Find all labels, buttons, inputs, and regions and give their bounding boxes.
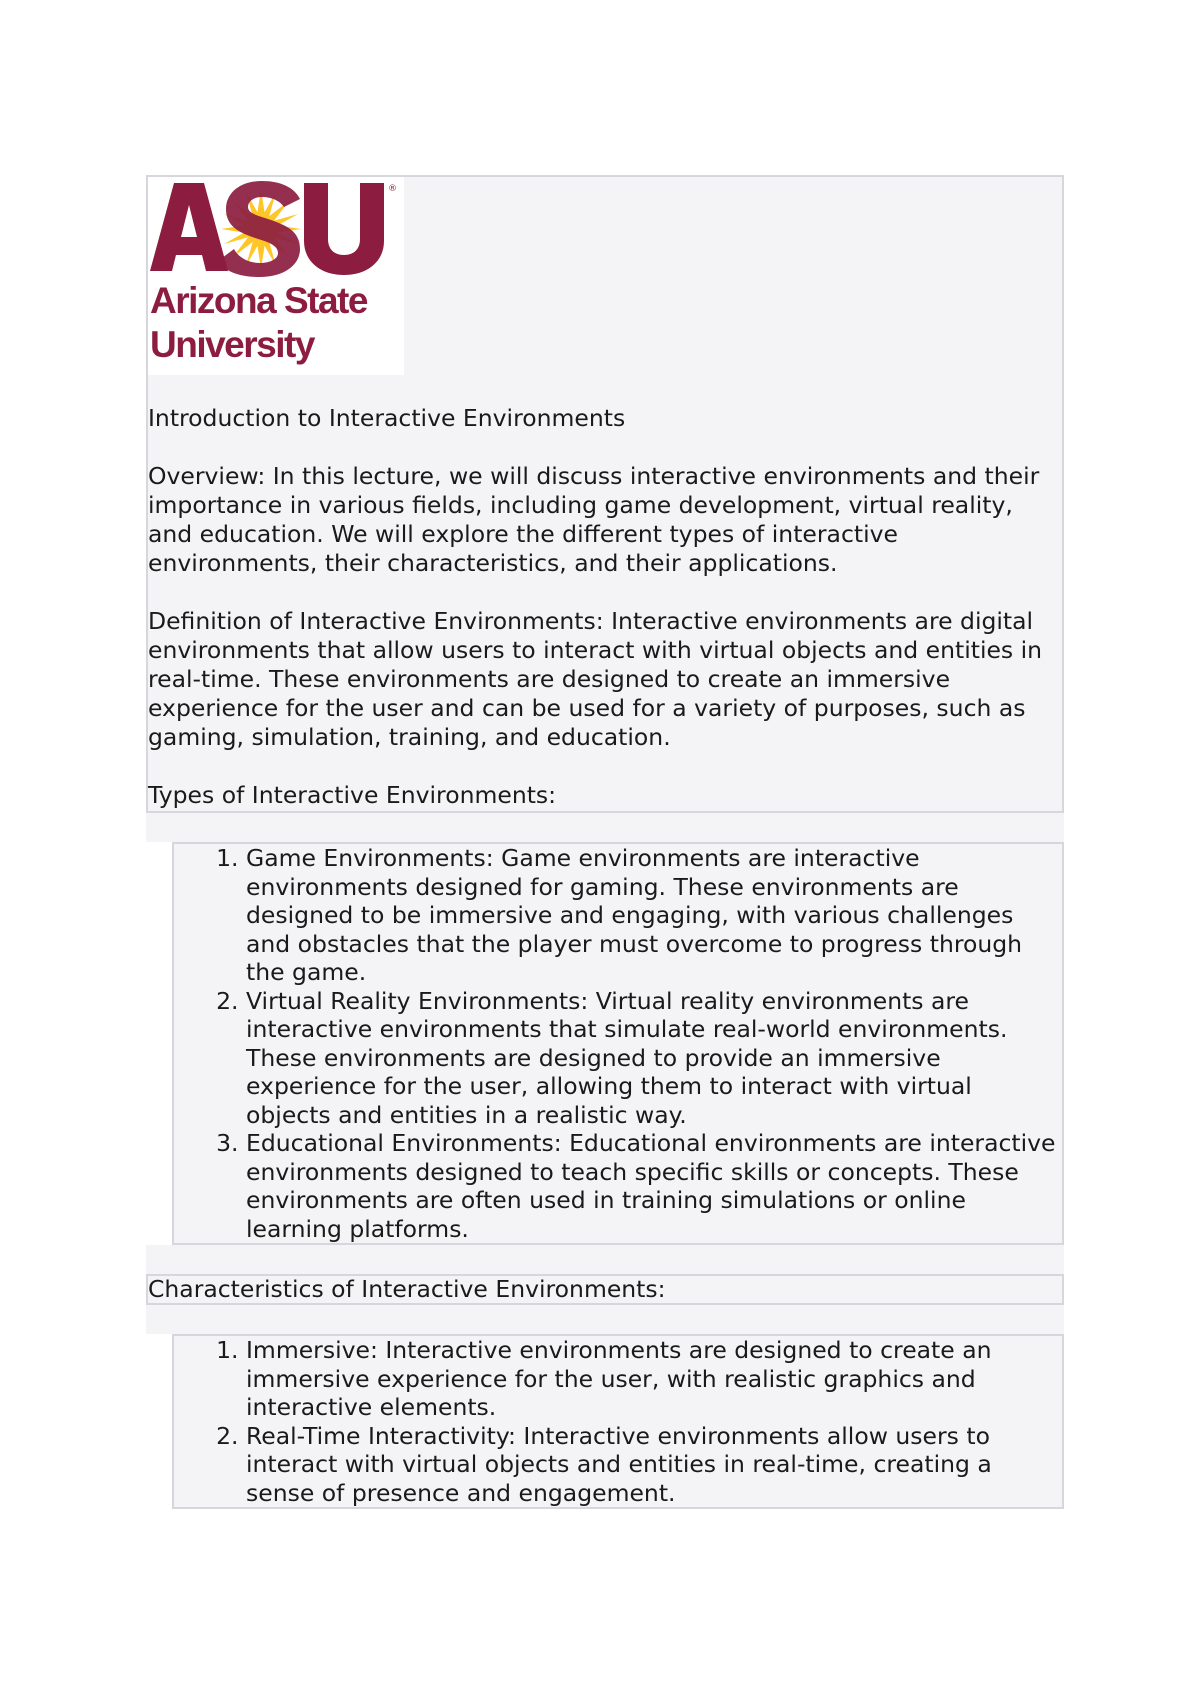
types-list (174, 844, 1062, 1243)
characteristics-heading: Characteristics of Interactive Environments: (148, 1275, 666, 1303)
list-item: 2. Virtual Reality Environments: Virtual reality environments are interactive environments that simulate real-world environments. These environments are designed to provide an immersive experience for the user, allowing them to interact with virtual objects and entities in a realistic way. (246, 987, 1062, 1130)
asu-logo-graphic (148, 177, 404, 375)
types-heading: Types of Interactive Environments: (148, 781, 557, 809)
spacer (148, 375, 1062, 404)
logo-letter-u (304, 183, 384, 275)
overview-paragraph: Overview: In this lecture, we will discuss interactive environments and their importance in various fields, including game development, virtual reality, and education. We will explore the different types of interactive environments, their characteristics, and their applications. (148, 462, 1040, 577)
characteristics-heading-block (146, 1274, 1064, 1305)
gap-band (146, 1305, 1064, 1334)
spacer (148, 578, 1062, 607)
logo-name-line1: Arizona State (150, 280, 367, 321)
gap-band (146, 1245, 1064, 1274)
characteristics-list (174, 1336, 1062, 1507)
logo-name-line2: University (150, 324, 314, 365)
list-item: 1. Immersive: Interactive environments are designed to create an immersive experience for the user, with realistic graphics and interactive elements. (246, 1336, 1062, 1422)
list-item: 1. Game Environments: Game environments are interactive environments designed for gaming. These environments are designed to be immersive and engaging, with various challenges and obstacles that the player must overcome to progress through the game. (246, 844, 1062, 987)
asu-logo (148, 177, 404, 375)
document-body (146, 175, 1064, 1509)
gap-band (146, 813, 1064, 842)
spacer (148, 752, 1062, 781)
spacer (148, 433, 1062, 462)
types-list-block (172, 842, 1064, 1245)
list-item: 2. Real-Time Interactivity: Interactive environments allow users to interact with virtual objects and entities in real-time, creating a sense of presence and engagement. (246, 1422, 1062, 1508)
registered-mark: ® (388, 184, 397, 194)
characteristics-list-block (172, 1334, 1064, 1509)
logo-letter-a (150, 183, 228, 271)
list-item: 3. Educational Environments: Educational environments are interactive environments designed to teach specific skills or concepts. These environments are often used in training simulations or online learning platforms. (246, 1129, 1062, 1243)
document-title: Introduction to Interactive Environments (148, 404, 626, 432)
intro-block (146, 175, 1064, 813)
definition-paragraph: Definition of Interactive Environments: Interactive environments are digital environments that allow users to interact with virtual objects and entities in real-time. These environments are designed to create an immersive experience for the user and can be used for a variety of purposes, such as gaming, simulation, training, and education. (148, 607, 1043, 751)
